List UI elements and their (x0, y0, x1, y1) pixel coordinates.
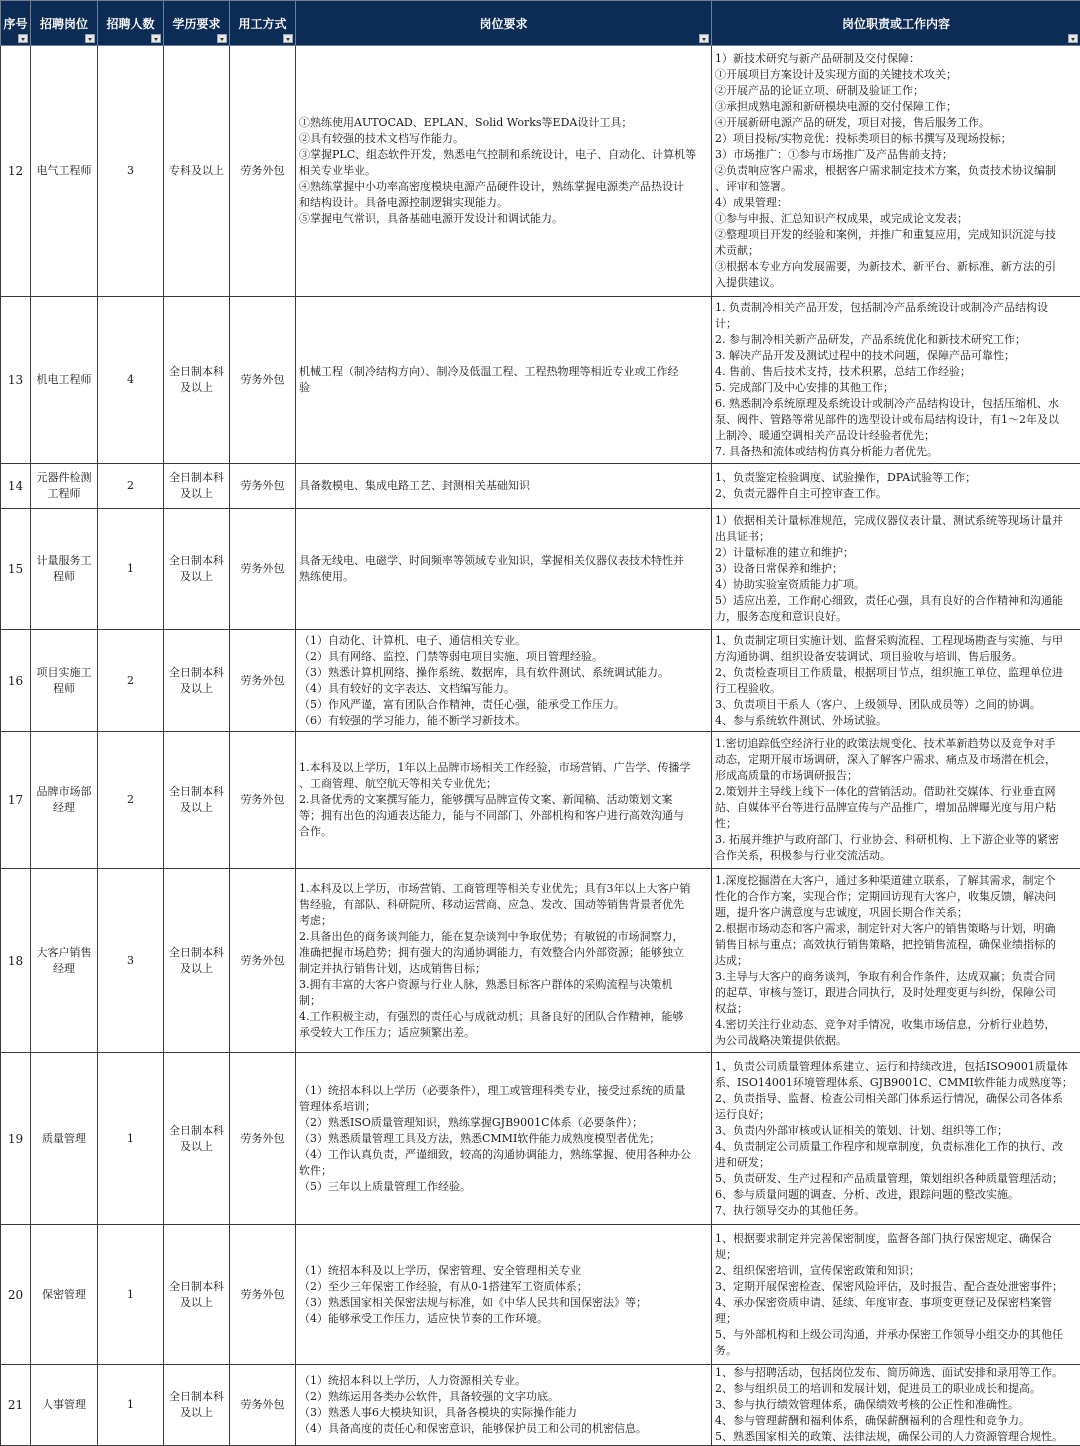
header-label: 招聘人数 (106, 17, 154, 31)
cell-count[interactable]: 3 (98, 869, 164, 1053)
cell-employment[interactable]: 劳务外包 (230, 509, 296, 630)
duties-line: 4）协助实验室资质能力扩项。 (715, 577, 1077, 593)
duties-line: 务。 (715, 1343, 1077, 1359)
cell-requirements[interactable] (296, 869, 712, 1053)
cell-requirements[interactable] (296, 297, 712, 464)
header-cell-no[interactable] (1, 1, 31, 46)
requirements-line: （1）统招本科以上学历（必要条件），理工或管理科类专业，接受过系统的质量 (299, 1083, 708, 1099)
requirements-line: 等；拥有出色的沟通表达能力，能与不同部门、外部机构和客户进行高效沟通与 (299, 808, 708, 824)
header-cell-education[interactable] (164, 1, 230, 46)
requirements-line: 4.工作积极主动，有强烈的责任心与成就动机；具备良好的团队合作精神，能够 (299, 1009, 708, 1025)
table-row (1, 1365, 1080, 1446)
duties-line: 2、负责检查项目工作质量，根据项目节点，组织施工单位、监理单位进 (715, 665, 1077, 681)
duties-line: 出具证书； (715, 529, 1077, 545)
header-label: 用工方式 (238, 17, 286, 31)
duties-line: 3.主导与大客户的商务谈判，争取有利合作条件，达成双赢；负责合同 (715, 969, 1077, 985)
cell-position[interactable]: 人事管理 (31, 1365, 98, 1446)
cell-no[interactable]: 16 (1, 630, 31, 732)
cell-employment[interactable]: 劳务外包 (230, 297, 296, 464)
cell-duties[interactable] (712, 1053, 1080, 1225)
duties-line: 1.密切追踪低空经济行业的政策法规变化、技术革新趋势以及竞争对手 (715, 736, 1077, 752)
duties-line: ②开展产品的论证立项、研制及验证工作； (715, 83, 1077, 99)
duties-line: 权益； (715, 1001, 1077, 1017)
requirements-line: （2）熟练运用各类办公软件，具备较强的文字功底。 (299, 1389, 708, 1405)
cell-employment[interactable]: 劳务外包 (230, 630, 296, 732)
table-row (1, 1053, 1080, 1225)
cell-no[interactable]: 20 (1, 1225, 31, 1365)
cell-requirements[interactable] (296, 1225, 712, 1365)
requirements-line: 合作。 (299, 824, 708, 840)
requirements-line: 1.本科及以上学历，1年以上品牌市场相关工作经验，市场营销、广告学、传播学 (299, 760, 708, 776)
duties-line: 1、参与招聘活动，包括岗位发布、简历筛选、面试安排和录用等工作。 (715, 1365, 1077, 1381)
cell-duties[interactable] (712, 732, 1080, 869)
cell-requirements[interactable] (296, 464, 712, 509)
filter-dropdown-icon[interactable] (283, 34, 293, 43)
requirements-line: （4）能够承受工作压力，适应快节奏的工作环境。 (299, 1311, 708, 1327)
requirements-line: ③掌握PLC、组态软件开发，熟悉电气控制和系统设计，电子、自动化、计算机等 (299, 147, 708, 163)
filter-dropdown-icon[interactable] (85, 34, 95, 43)
requirements-line: 管理体系培训； (299, 1099, 708, 1115)
duties-line: 规； (715, 1247, 1077, 1263)
cell-no[interactable]: 21 (1, 1365, 31, 1446)
duties-line: 5、熟悉国家相关的政策、法律法规，确保公司的人力资源管理合规性。 (715, 1429, 1077, 1445)
duties-line: 运行良好； (715, 1107, 1077, 1123)
duties-line: 计； (715, 316, 1077, 332)
cell-education[interactable]: 全日制本科及以上 (164, 509, 230, 630)
duties-line: 达成； (715, 953, 1077, 969)
cell-education[interactable]: 全日制本科及以上 (164, 630, 230, 732)
requirements-line: 售经验，有部队、科研院所、移动运营商、应急、发改、国动等销售背景者优先 (299, 897, 708, 913)
requirements-line: 制； (299, 993, 708, 1009)
table-row (1, 46, 1080, 297)
cell-count[interactable]: 1 (98, 509, 164, 630)
duties-line: 术贡献； (715, 243, 1077, 259)
duties-line: 6. 熟悉制冷系统原理及系统设计或制冷产品结构设计，包括压缩机、水 (715, 396, 1077, 412)
duties-line: 5. 完成部门及中心安排的其他工作； (715, 380, 1077, 396)
duties-line: 性； (715, 816, 1077, 832)
duties-line: 3）市场推广：①参与市场推广及产品售前支持； (715, 147, 1077, 163)
cell-no[interactable]: 13 (1, 297, 31, 464)
duties-line: 站、自媒体平台等进行品牌宣传与产品推广，增加品牌曝光度与用户粘 (715, 800, 1077, 816)
cell-count[interactable]: 1 (98, 1225, 164, 1365)
duties-line: 2）计量标准的建立和维护； (715, 545, 1077, 561)
duties-line: 4. 售前、售后技术支持，技术积累，总结工作经验； (715, 364, 1077, 380)
requirements-line: 制定并执行销售计划，达成销售目标； (299, 961, 708, 977)
duties-line: 2.根据市场动态和客户需求，制定针对大客户的销售策略与计划，明确 (715, 921, 1077, 937)
header-cell-requirements[interactable] (296, 1, 712, 46)
cell-education[interactable]: 全日制本科及以上 (164, 1225, 230, 1365)
cell-employment[interactable]: 劳务外包 (230, 1225, 296, 1365)
duties-line: 合作关系，积极参与行业交流活动。 (715, 848, 1077, 864)
requirements-line: （3）熟悉人事6大模块知识，具备各模块的实际操作能力 (299, 1405, 708, 1421)
requirements-line: （6）有较强的学习能力，能不断学习新技术。 (299, 713, 708, 729)
cell-duties[interactable] (712, 509, 1080, 630)
cell-no[interactable]: 14 (1, 464, 31, 509)
cell-count[interactable]: 2 (98, 630, 164, 732)
requirements-line: （1）统招本科以上学历，人力资源相关专业。 (299, 1373, 708, 1389)
cell-education[interactable]: 全日制本科及以上 (164, 297, 230, 464)
filter-dropdown-icon[interactable] (217, 34, 227, 43)
cell-position[interactable]: 计量服务工程师 (31, 509, 98, 630)
duties-line: 5、与外部机构和上级公司沟通，并承办保密工作领导小组交办的其他任 (715, 1327, 1077, 1343)
requirements-line: （2）具有网络、监控、门禁等弱电项目实施、项目管理经验。 (299, 649, 708, 665)
duties-line: ③根据本专业方向发展需要，为新技术、新平台、新标准、新方法的引 (715, 259, 1077, 275)
requirements-line: （3）熟悉国家相关保密法规与标准，如《中华人民共和国保密法》等； (299, 1295, 708, 1311)
duties-line: 1. 负责制冷相关产品开发，包括制冷产品系统设计或制冷产品结构设 (715, 300, 1077, 316)
duties-line: 4、承办保密资质申请、延续、年度审查、事项变更登记及保密档案管 (715, 1295, 1077, 1311)
requirements-line: （4）具备高度的责任心和保密意识，能够保护员工和公司的机密信息。 (299, 1421, 708, 1437)
duties-line: 方沟通协调、组织设备安装调试、项目验收与培训、售后服务。 (715, 649, 1077, 665)
duties-line: 1.深度挖掘潜在大客户，通过多种渠道建立联系，了解其需求，制定个 (715, 873, 1077, 889)
duties-line: 1、负责公司质量管理体系建立、运行和持续改进，包括ISO9001质量体 (715, 1059, 1077, 1075)
duties-line: 进和研发； (715, 1155, 1077, 1171)
duties-line: 1）新技术研究与新产品研制及交付保障： (715, 51, 1077, 67)
requirements-line: （4）具有较好的文字表达、文档编写能力。 (299, 681, 708, 697)
duties-line: 3. 拓展并维护与政府部门、行业协会、科研机构、上下游企业等的紧密 (715, 832, 1077, 848)
duties-line: 3、参与执行绩效管理体系，确保绩效考核的公正性和准确性。 (715, 1397, 1077, 1413)
duties-line: 泵、阀件、管路等常见部件的选型设计或布局结构设计，有1～2年及以 (715, 412, 1077, 428)
cell-requirements[interactable] (296, 630, 712, 732)
duties-line: 为公司战略决策提供依据。 (715, 1033, 1077, 1049)
cell-education[interactable]: 全日制本科及以上 (164, 732, 230, 869)
header-row (1, 1, 1080, 46)
table-row (1, 509, 1080, 630)
table-row (1, 732, 1080, 869)
duties-line: 5）适应出差，工作耐心细致，责任心强，具有良好的合作精神和沟通能 (715, 593, 1077, 609)
table-row (1, 630, 1080, 732)
requirements-line: ②具有较强的技术文档写作能力。 (299, 131, 708, 147)
header-cell-count[interactable] (98, 1, 164, 46)
requirements-line: 准确把握市场趋势；拥有强大的沟通协调能力，有效整合内外部资源；能够独立 (299, 945, 708, 961)
duties-line: 2、负责元器件自主可控审查工作。 (715, 486, 1077, 502)
table-row (1, 464, 1080, 509)
cell-position[interactable]: 质量管理 (31, 1053, 98, 1225)
requirements-line: ④熟练掌握中小功率高密度模块电源产品硬件设计，熟练掌握电源类产品热设计 (299, 179, 708, 195)
cell-count[interactable]: 4 (98, 297, 164, 464)
requirements-line: （1）统招本科及以上学历，保密管理、安全管理相关专业 (299, 1263, 708, 1279)
cell-duties[interactable] (712, 1225, 1080, 1365)
requirements-line: 验 (299, 380, 708, 396)
duties-line: 2. 参与制冷相关新产品研发，产品系统优化和新技术研究工作； (715, 332, 1077, 348)
duties-line: ④开展新研电源产品的研发，项目对接，售后服务工作。 (715, 115, 1077, 131)
requirements-line: （5）作风严谨，富有团队合作精神，责任心强，能承受工作压力。 (299, 697, 708, 713)
cell-duties[interactable] (712, 46, 1080, 297)
duties-line: 2、参与组织员工的培训和发展计划，促进员工的职业成长和提高。 (715, 1381, 1077, 1397)
cell-education[interactable]: 全日制本科及以上 (164, 464, 230, 509)
header-cell-position[interactable] (31, 1, 98, 46)
duties-line: 2、组织保密培训，宣传保密政策和知识； (715, 1263, 1077, 1279)
cell-no[interactable]: 12 (1, 46, 31, 297)
duties-line: 入提供建议。 (715, 275, 1077, 291)
duties-line: 行工程验收。 (715, 681, 1077, 697)
duties-line: 1、根据要求制定并完善保密制度，监督各部门执行保密规定、确保合 (715, 1231, 1077, 1247)
requirements-line: 2.具备出色的商务谈判能力，能在复杂谈判中争取优势；有敏锐的市场洞察力， (299, 929, 708, 945)
duties-line: 4）成果管理： (715, 195, 1077, 211)
cell-requirements[interactable] (296, 1053, 712, 1225)
cell-employment[interactable]: 劳务外包 (230, 46, 296, 297)
duties-line: 4、负责制定公司质量工作程序和规章制度，负责标准化工作的执行、改 (715, 1139, 1077, 1155)
duties-line: 的起草、审核与签订，跟进合同执行，及时处理变更与纠纷，保障公司 (715, 985, 1077, 1001)
table-row (1, 869, 1080, 1053)
filter-dropdown-icon[interactable] (699, 34, 709, 43)
filter-dropdown-icon[interactable] (151, 34, 161, 43)
cell-count[interactable]: 1 (98, 1365, 164, 1446)
cell-employment[interactable]: 劳务外包 (230, 1053, 296, 1225)
cell-employment[interactable]: 劳务外包 (230, 1365, 296, 1446)
cell-education[interactable]: 全日制本科及以上 (164, 869, 230, 1053)
cell-requirements[interactable] (296, 1365, 712, 1446)
requirements-line: （2）至少三年保密工作经验，有从0-1搭建军工资质体系； (299, 1279, 708, 1295)
cell-education[interactable]: 全日制本科及以上 (164, 1365, 230, 1446)
header-label: 岗位职责或工作内容 (842, 17, 950, 31)
cell-position[interactable]: 品牌市场部经理 (31, 732, 98, 869)
cell-count[interactable]: 3 (98, 46, 164, 297)
requirements-line: 软件； (299, 1163, 708, 1179)
requirements-line: 具备无线电、电磁学、时间频率等领域专业知识，掌握相关仪器仪表技术特性并 (299, 553, 708, 569)
filter-dropdown-icon[interactable] (1068, 34, 1078, 43)
requirements-line: 2.具备优秀的文案撰写能力，能够撰写品牌宣传文案、新闻稿、活动策划文案 (299, 792, 708, 808)
duties-line: ②整理项目开发的经验和案例，并推广和重复应用，完成知识沉淀与技 (715, 227, 1077, 243)
cell-position[interactable]: 元器件检测工程师 (31, 464, 98, 509)
cell-position[interactable]: 大客户销售经理 (31, 869, 98, 1053)
table-row (1, 1225, 1080, 1365)
requirements-line: （5）三年以上质量管理工作经验。 (299, 1179, 708, 1195)
duties-line: 3）设备日常保养和维护； (715, 561, 1077, 577)
cell-duties[interactable] (712, 630, 1080, 732)
duties-line: ②负责响应客户需求，根据客户需求制定技术方案，负责技术协议编制 (715, 163, 1077, 179)
header-label: 学历要求 (172, 17, 220, 31)
duties-line: 1、负责制定项目实施计划、监督采购流程、工程现场勘查与实施、与甲 (715, 633, 1077, 649)
duties-line: 形成高质量的市场调研报告； (715, 768, 1077, 784)
duties-line: 系、ISO14001环境管理体系、GJB9001C、CMMI软件能力成熟度等； (715, 1075, 1077, 1091)
requirements-line: 机械工程（制冷结构方向）、制冷及低温工程、工程热物理等相近专业或工作经 (299, 364, 708, 380)
cell-position[interactable]: 电气工程师 (31, 46, 98, 297)
duties-line: 、评审和签署。 (715, 179, 1077, 195)
cell-employment[interactable]: 劳务外包 (230, 732, 296, 869)
duties-line: 5、负责研发、生产过程和产品质量管理，策划组织各种质量管理活动； (715, 1171, 1077, 1187)
cell-employment[interactable]: 劳务外包 (230, 869, 296, 1053)
cell-no[interactable]: 19 (1, 1053, 31, 1225)
cell-education[interactable]: 全日制本科及以上 (164, 1053, 230, 1225)
duties-line: 3、负责内外部审核或认证相关的策划、计划、组织等工作； (715, 1123, 1077, 1139)
requirements-line: ①熟练使用AUTOCAD、EPLAN、Solid Works等EDA设计工具； (299, 115, 708, 131)
duties-line: 题，提升客户满意度与忠诚度，巩固长期合作关系； (715, 905, 1077, 921)
duties-line: 2.策划并主导线上线下一体化的营销活动。借助社交媒体、行业垂直网 (715, 784, 1077, 800)
cell-no[interactable]: 18 (1, 869, 31, 1053)
cell-education[interactable]: 专科及以上 (164, 46, 230, 297)
requirements-line: 具备数模电、集成电路工艺、封测相关基础知识 (299, 478, 708, 494)
duties-line: ③承担成熟电源和新研模块电源的交付保障工作； (715, 99, 1077, 115)
requirements-line: 3.拥有丰富的大客户资源与行业人脉，熟悉目标客户群体的采购流程与决策机 (299, 977, 708, 993)
duties-line: 理； (715, 1311, 1077, 1327)
filter-dropdown-icon[interactable] (18, 34, 28, 43)
table-body (1, 46, 1080, 1446)
cell-position[interactable]: 保密管理 (31, 1225, 98, 1365)
cell-count[interactable]: 1 (98, 1053, 164, 1225)
cell-requirements[interactable] (296, 732, 712, 869)
duties-line: 3. 解决产品开发及测试过程中的技术问题，保障产品可靠性； (715, 348, 1077, 364)
header-cell-duties[interactable] (712, 1, 1080, 46)
cell-count[interactable]: 2 (98, 732, 164, 869)
requirements-line: （1）自动化、计算机、电子、通信相关专业。 (299, 633, 708, 649)
requirements-line: （3）熟悉质量管理工具及方法，熟悉CMMI软件能力成熟度模型者优先； (299, 1131, 708, 1147)
duties-line: 4、参与系统软件测试、外场试验。 (715, 713, 1077, 729)
duties-line: 1）依据相关计量标准规范，完成仪器仪表计量、测试系统等现场计量并 (715, 513, 1077, 529)
requirements-line: 1.本科及以上学历，市场营销、工商管理等相关专业优先；具有3年以上大客户销 (299, 881, 708, 897)
duties-line: 7. 具备热和流体或结构仿真分析能力者优先。 (715, 444, 1077, 460)
cell-requirements[interactable] (296, 46, 712, 297)
duties-line: 1、负责鉴定检验调度、试验操作，DPA试验等工作； (715, 470, 1077, 486)
cell-no[interactable]: 17 (1, 732, 31, 869)
duties-line: 上制冷、暖通空调相关产品设计经验者优先； (715, 428, 1077, 444)
duties-line: 动态，定期开展市场调研，深入了解客户需求、痛点及市场潜在机会， (715, 752, 1077, 768)
header-label: 招聘岗位 (40, 17, 88, 31)
requirements-line: 、工商管理、航空航天等相关专业优先； (299, 776, 708, 792)
requirements-line: （2）熟悉ISO质量管理知识，熟练掌握GJB9001C体系（必要条件）； (299, 1115, 708, 1131)
duties-line: 2）项目投标/实物竞优：投标类项目的标书撰写及现场投标； (715, 131, 1077, 147)
header-label: 岗位要求 (479, 17, 527, 31)
duties-line: 7、执行领导交办的其他任务。 (715, 1203, 1077, 1219)
header-cell-employment[interactable] (230, 1, 296, 46)
duties-line: 销售目标与重点；高效执行销售策略，把控销售流程，确保业绩指标的 (715, 937, 1077, 953)
cell-no[interactable]: 15 (1, 509, 31, 630)
requirements-line: 承受较大工作压力；适应频繁出差。 (299, 1025, 708, 1041)
duties-line: 3、负责项目干系人（客户、上级领导、团队成员等）之间的协调。 (715, 697, 1077, 713)
duties-line: 2、负责指导、监督、检查公司相关部门体系运行情况，确保公司各体系 (715, 1091, 1077, 1107)
duties-line: 力，服务态度和意识良好。 (715, 609, 1077, 625)
cell-duties[interactable] (712, 869, 1080, 1053)
cell-count[interactable]: 2 (98, 464, 164, 509)
cell-position[interactable]: 机电工程师 (31, 297, 98, 464)
cell-employment[interactable]: 劳务外包 (230, 464, 296, 509)
duties-line: ①开展项目方案设计及实现方面的关键技术攻关； (715, 67, 1077, 83)
requirements-line: ⑤掌握电气常识，具备基础电源开发设计和调试能力。 (299, 211, 708, 227)
requirements-line: 相关专业毕业。 (299, 163, 708, 179)
cell-duties[interactable] (712, 297, 1080, 464)
table-row (1, 297, 1080, 464)
requirements-line: 考虑； (299, 913, 708, 929)
cell-position[interactable]: 项目实施工程师 (31, 630, 98, 732)
requirements-line: （4）工作认真负责，严谨细致，较高的沟通协调能力，熟练掌握、使用各种办公 (299, 1147, 708, 1163)
duties-line: 性化的合作方案，实现合作；定期回访现有大客户，收集反馈，解决问 (715, 889, 1077, 905)
requirements-line: （3）熟悉计算机网络、操作系统、数据库，具有软件测试、系统调试能力。 (299, 665, 708, 681)
cell-duties[interactable] (712, 464, 1080, 509)
cell-requirements[interactable] (296, 509, 712, 630)
header-label: 序号 (3, 17, 27, 31)
duties-line: 4.密切关注行业动态、竞争对手情况，收集市场信息，分析行业趋势， (715, 1017, 1077, 1033)
cell-duties[interactable] (712, 1365, 1080, 1446)
duties-line: 4、参与管理薪酬和福利体系，确保薪酬福利的合理性和竞争力。 (715, 1413, 1077, 1429)
requirements-line: 和结构设计。具备电源控制逻辑实现能力。 (299, 195, 708, 211)
duties-line: ①参与申报、汇总知识产权成果，或完成论文发表； (715, 211, 1077, 227)
duties-line: 3、定期开展保密检查、保密风险评估，及时报告、配合查处泄密事件； (715, 1279, 1077, 1295)
duties-line: 6、参与质量问题的调查、分析、改进，跟踪问题的整改实施。 (715, 1187, 1077, 1203)
requirements-line: 熟练使用。 (299, 569, 708, 585)
